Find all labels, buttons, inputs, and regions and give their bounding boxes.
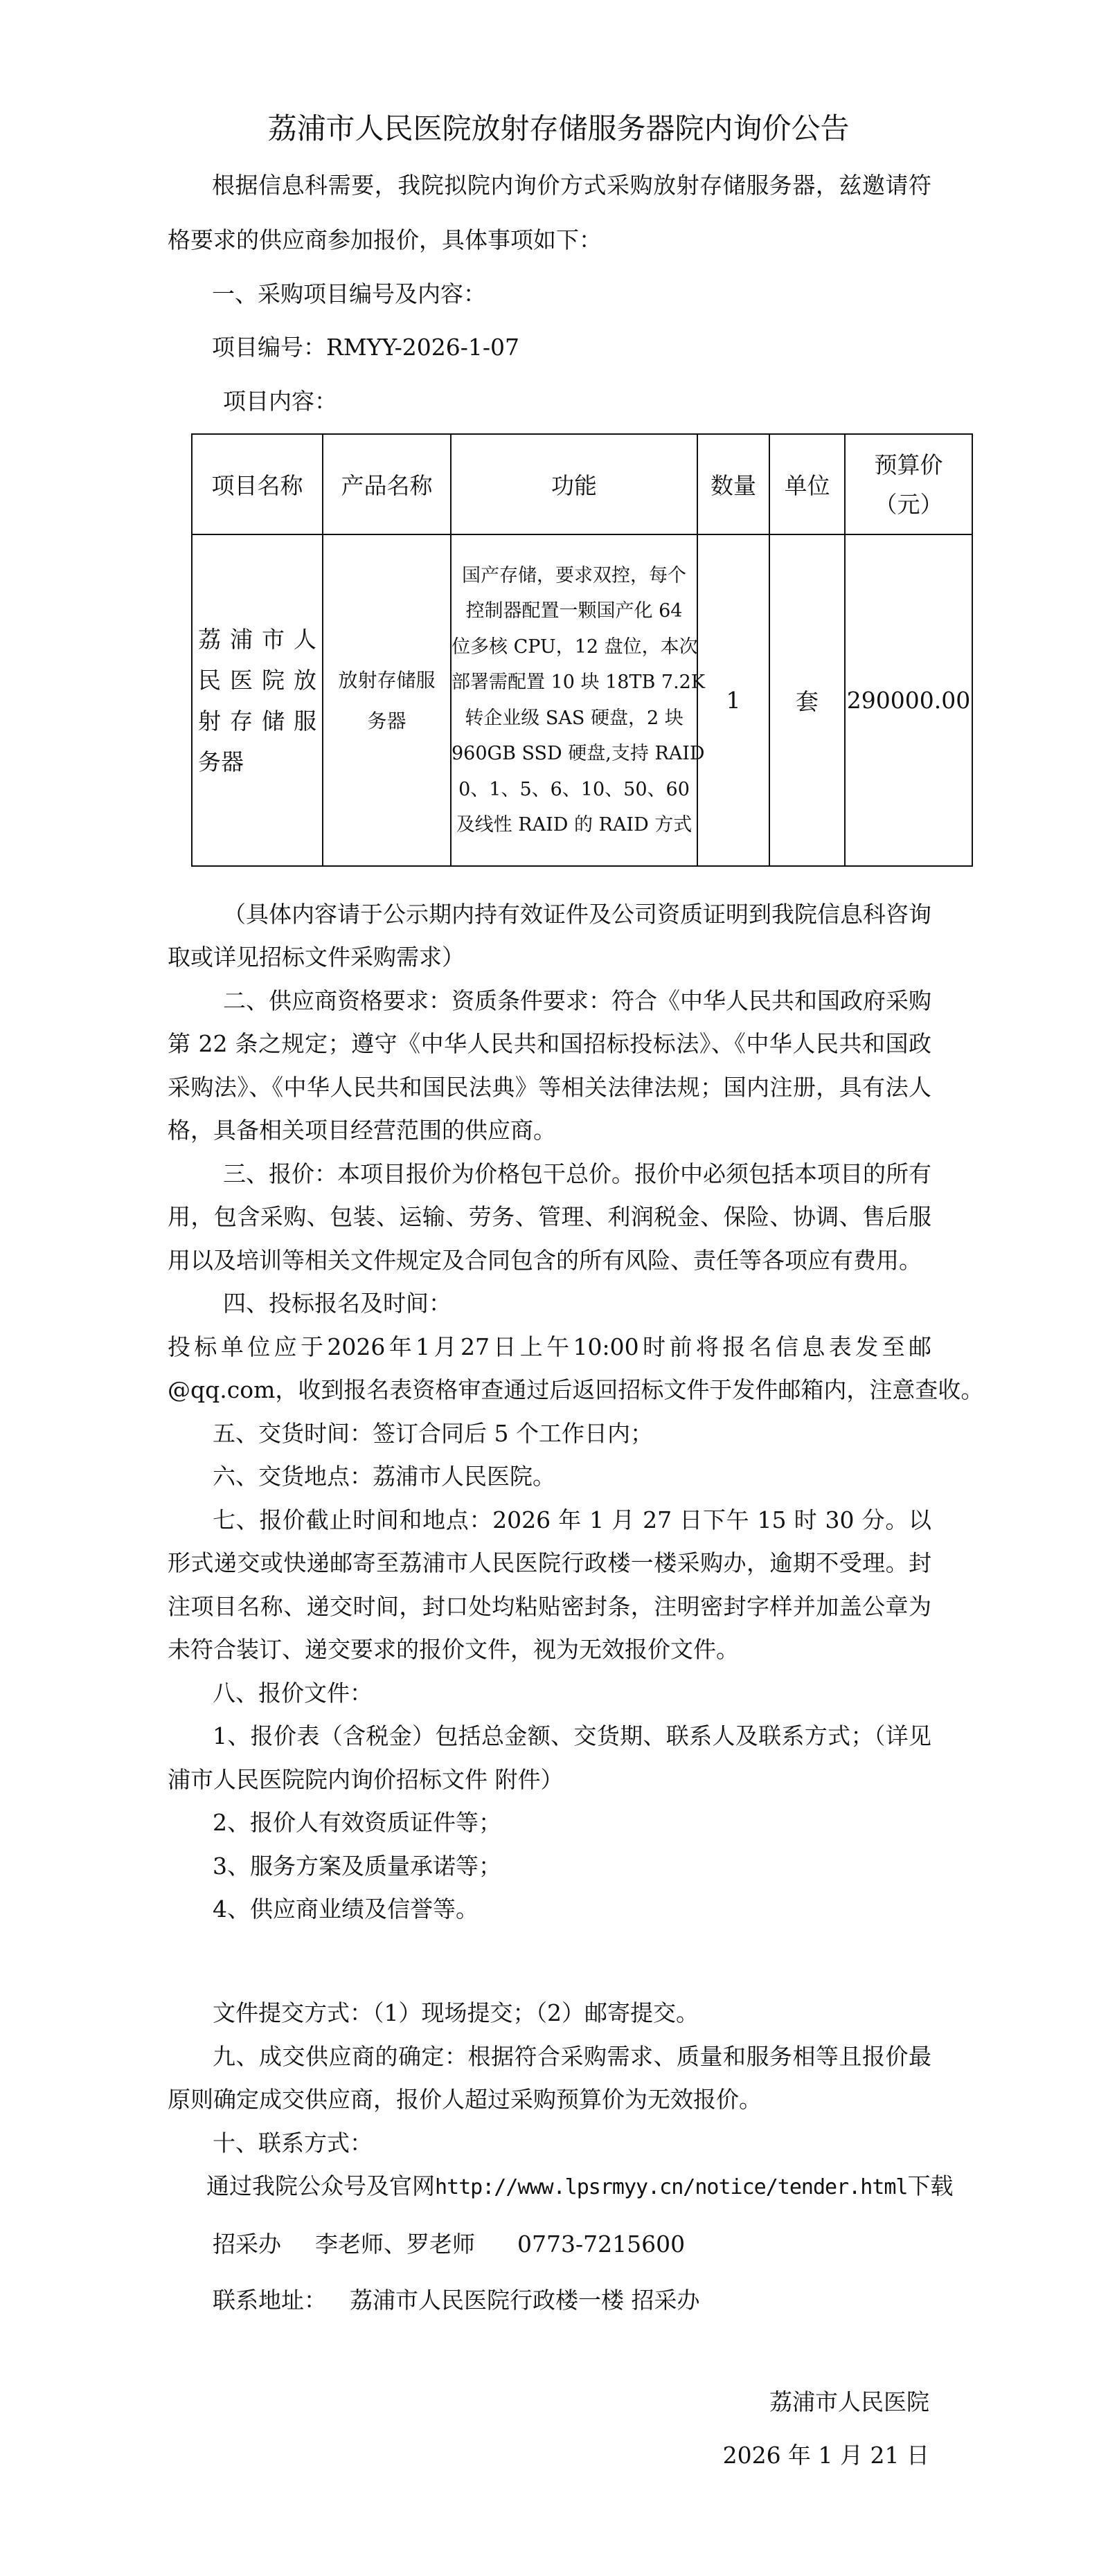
cell-budget: 290000.00 xyxy=(845,534,972,866)
body-line: 六、交货地点：荔浦市人民医院。 xyxy=(213,1463,555,1490)
page-title: 荔浦市人民医院放射存储服务器院内询价公告 xyxy=(267,111,850,145)
cell-text-line: 射存储服 xyxy=(198,707,316,735)
body-line: 二、供应商资格要求：资质条件要求：符合《中华人民共和国政府采购 xyxy=(223,987,931,1014)
header-quantity: 数量 xyxy=(697,434,769,534)
body-line: 浦市人民医院院内询价招标文件 附件） xyxy=(168,1766,564,1793)
address-label: 联系地址： xyxy=(213,2287,327,2314)
header-product-name: 产品名称 xyxy=(323,434,451,534)
body-line: 1、报价表（含税金）包括总金额、交货期、联系人及联系方式；（详见 xyxy=(213,1722,931,1749)
cell-project-name xyxy=(192,534,323,866)
body-line: 取或详见招标文件采购需求） xyxy=(168,944,465,971)
website-line xyxy=(206,2171,953,2201)
body-line: 五、交货时间：签订合同后 5 个工作日内； xyxy=(213,1420,653,1447)
body-line: 第 22 条之规定；遵守《中华人民共和国招标投标法》、《中华人民共和国政 xyxy=(168,1030,931,1057)
body-line: 形式递交或快递邮寄至荔浦市人民医院行政楼一楼采购办，逾期不受理。封 xyxy=(168,1549,931,1576)
address-value: 荔浦市人民医院行政楼一楼 招采办 xyxy=(350,2287,700,2314)
section-heading: 十、联系方式： xyxy=(213,2129,373,2156)
cell-text-line: 民医院放 xyxy=(198,666,316,694)
header-unit: 单位 xyxy=(769,434,845,534)
cell-text-line: 0、1、5、6、10、50、60 xyxy=(458,778,690,800)
body-line: （具体内容请于公示期内持有效证件及公司资质证明到我院信息科咨询 xyxy=(223,901,931,928)
cell-text-line: 960GB SSD 硬盘,支持 RAID xyxy=(452,743,705,764)
body-line: 用，包含采购、包装、运输、劳务、管理、利润税金、保险、协调、售后服 xyxy=(168,1203,931,1230)
body-line: @qq.com，收到报名表资格审查通过后返回招标文件于发件邮箱内，注意查收。 xyxy=(168,1376,984,1403)
header-budget-label: 预算价 xyxy=(874,451,943,478)
cell-text-line: 部署需配置 10 块 18TB 7.2K xyxy=(452,672,706,693)
cell-unit: 套 xyxy=(769,534,845,866)
header-budget-unit: （元） xyxy=(874,490,943,518)
table-header-row xyxy=(192,434,972,534)
body-line: 4、供应商业绩及信誉等。 xyxy=(213,1895,479,1922)
body-line: 九、成交供应商的确定：根据符合采购需求、质量和服务相等且报价最 xyxy=(213,2043,931,2070)
body-line: 2、报价人有效资质证件等； xyxy=(213,1809,501,1836)
procurement-table xyxy=(191,433,973,867)
website-prefix: 通过我院公众号及官网 xyxy=(206,2172,435,2199)
cell-text-line: 及线性 RAID 的 RAID 方式 xyxy=(456,814,693,836)
body-line: 投标单位应于2026年1月27日上午10:00时前将报名信息表发至邮 xyxy=(168,1333,931,1360)
cell-text-line: 位多核 CPU，12 盘位，本次 xyxy=(452,636,698,658)
phone-number: 0773-7215600 xyxy=(517,2231,686,2258)
body-line: 未符合装订、递交要求的报价文件，视为无效报价文件。 xyxy=(168,1636,739,1663)
cell-text-line: 荔浦市人 xyxy=(198,625,316,653)
cell-quantity: 1 xyxy=(697,534,769,866)
body-line: 注项目名称、递交时间，封口处均粘贴密封条，注明密封字样并加盖公章为 xyxy=(168,1593,931,1620)
cell-text-line: 务器 xyxy=(198,748,244,775)
body-line: 三、报价：本项目报价为价格包干总价。报价中必须包括本项目的所有 xyxy=(223,1160,931,1187)
cell-text-line: 务器 xyxy=(367,709,406,732)
contact-persons: 李老师、罗老师 xyxy=(315,2231,475,2258)
intro-line: 根据信息科需要，我院拟院内询价方式采购放射存储服务器，兹邀请符 xyxy=(212,172,931,199)
signature-date: 2026 年 1 月 21 日 xyxy=(722,2442,929,2469)
body-line: 七、报价截止时间和地点：2026 年 1 月 27 日下午 15 时 30 分。以 xyxy=(213,1506,931,1533)
project-content-label: 项目内容： xyxy=(223,388,337,415)
intro-line: 格要求的供应商参加报价，具体事项如下： xyxy=(168,226,602,253)
header-budget xyxy=(845,434,972,534)
body-line: 采购法》、《中华人民共和国民法典》等相关法律法规；国内注册，具有法人 xyxy=(168,1074,931,1101)
address-line xyxy=(213,2285,700,2316)
cell-function xyxy=(451,534,706,866)
body-line: 用以及培训等相关文件规定及合同包含的所有风险、责任等各项应有费用。 xyxy=(168,1247,922,1274)
website-link[interactable]: http://www.lpsrmyy.cn/notice/tender.html xyxy=(435,2175,908,2199)
table-row xyxy=(192,534,972,866)
body-line: 3、服务方案及质量承诺等； xyxy=(213,1853,501,1880)
cell-text-line: 控制器配置一颗国产化 64 xyxy=(465,600,683,622)
body-line: 四、投标报名及时间： xyxy=(223,1290,452,1317)
signature-organization: 荔浦市人民医院 xyxy=(769,2388,929,2415)
contact-line xyxy=(213,2229,685,2260)
body-line: 八、报价文件： xyxy=(213,1679,373,1706)
header-project-name: 项目名称 xyxy=(192,434,323,534)
header-function: 功能 xyxy=(451,434,697,534)
cell-product-name xyxy=(323,534,451,866)
cell-text-line: 放射存储服 xyxy=(338,668,436,692)
section-heading: 一、采购项目编号及内容： xyxy=(212,280,486,307)
cell-text-line: 转企业级 SAS 硬盘，2 块 xyxy=(465,707,683,729)
website-suffix: 下载 xyxy=(907,2172,954,2199)
project-number: 项目编号：RMYY-2026-1-07 xyxy=(212,334,520,361)
cell-text-line: 国产存储，要求双控，每个 xyxy=(462,564,686,586)
office-name: 招采办 xyxy=(213,2231,281,2258)
submission-method: 文件提交方式：（1）现场提交；（2）邮寄提交。 xyxy=(213,1999,699,2026)
body-line: 原则确定成交供应商，报价人超过采购预算价为无效报价。 xyxy=(168,2086,762,2113)
body-line: 格，具备相关项目经营范围的供应商。 xyxy=(168,1117,556,1144)
